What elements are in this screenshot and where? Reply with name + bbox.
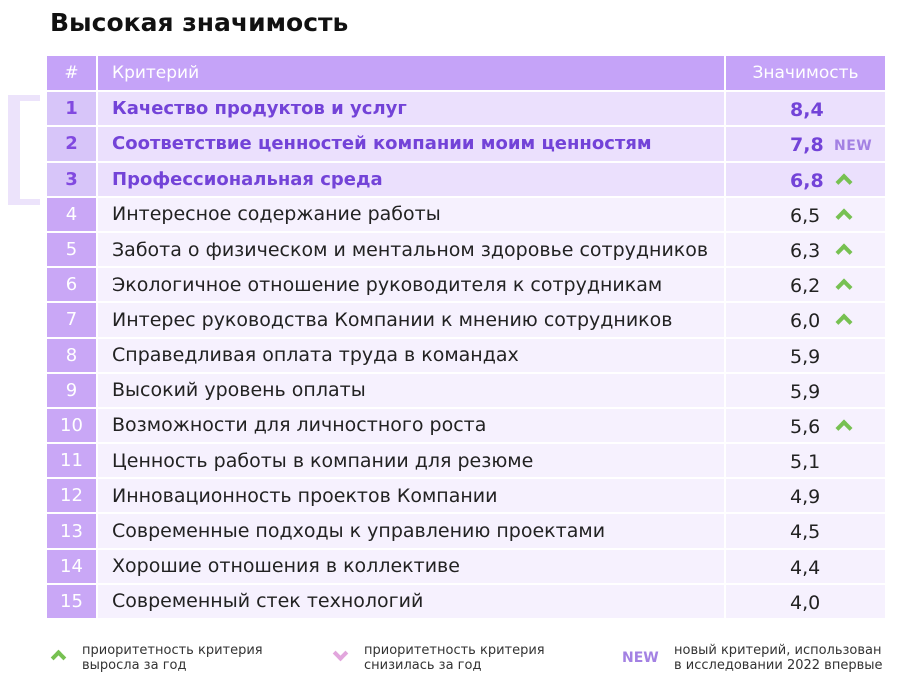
score-value: 4,0 — [790, 591, 821, 614]
row-number: 1 — [47, 91, 97, 126]
row-number: 11 — [47, 443, 97, 478]
table-row — [47, 126, 885, 161]
score-value: 6,0 — [790, 310, 821, 333]
score-value: 6,5 — [790, 204, 821, 227]
row-number: 7 — [47, 302, 97, 337]
score-value: 6,3 — [790, 239, 821, 262]
table-row — [47, 584, 885, 619]
legend-up-text: приоритетность критерия выросла за год — [82, 643, 263, 673]
table-row — [47, 443, 885, 478]
row-number: 4 — [47, 197, 97, 232]
criterion-name: Ценность работы в компании для резюме — [97, 443, 725, 478]
score-value: 4,5 — [790, 521, 821, 544]
score-cell — [725, 478, 885, 513]
criterion-name: Высокий уровень оплаты — [97, 373, 725, 408]
new-badge: NEW — [834, 138, 873, 155]
row-number: 8 — [47, 338, 97, 373]
row-number: 15 — [47, 584, 97, 619]
table-row — [47, 373, 885, 408]
new-tag-icon: NEW — [622, 650, 659, 666]
score-value: 6,8 — [790, 169, 824, 192]
row-number: 9 — [47, 373, 97, 408]
table-row — [47, 338, 885, 373]
arrow-up-icon — [51, 650, 67, 666]
arrow-up-icon — [836, 173, 853, 190]
criterion-name: Возможности для личностного роста — [97, 408, 725, 443]
row-number: 6 — [47, 267, 97, 302]
score-cell — [725, 338, 885, 373]
score-value: 4,9 — [790, 486, 821, 509]
score-cell — [725, 443, 885, 478]
score-value: 5,6 — [790, 415, 821, 438]
table-row — [47, 197, 885, 232]
criterion-name: Инновационность проектов Компании — [97, 478, 725, 513]
score-cell — [725, 549, 885, 584]
arrow-up-icon — [836, 279, 853, 296]
decorative-bracket — [8, 95, 40, 205]
table-row — [47, 267, 885, 302]
criterion-name: Хорошие отношения в коллективе — [97, 549, 725, 584]
arrow-up-icon — [836, 314, 853, 331]
table-row — [47, 91, 885, 126]
criterion-name: Современный стек технологий — [97, 584, 725, 619]
score-value: 5,9 — [790, 345, 821, 368]
row-number: 12 — [47, 478, 97, 513]
row-number: 14 — [47, 549, 97, 584]
score-cell — [725, 373, 885, 408]
score-cell — [725, 232, 885, 267]
score-value: 4,4 — [790, 556, 821, 579]
header-num: # — [47, 56, 97, 91]
table-row — [47, 408, 885, 443]
score-cell — [725, 267, 885, 302]
criterion-name: Интерес руководства Компании к мнению сотрудников — [97, 302, 725, 337]
score-value: 6,2 — [790, 275, 821, 298]
row-number: 5 — [47, 232, 97, 267]
header-score: Значимость — [725, 56, 885, 91]
arrow-up-icon — [836, 243, 853, 260]
row-number: 13 — [47, 513, 97, 548]
table-row — [47, 513, 885, 548]
table-row — [47, 232, 885, 267]
score-cell — [725, 584, 885, 619]
score-cell — [725, 408, 885, 443]
criteria-table — [47, 56, 885, 620]
criterion-name: Экологичное отношение руководителя к сотрудникам — [97, 267, 725, 302]
score-value: 7,8 — [790, 134, 824, 157]
score-cell — [725, 513, 885, 548]
criterion-name: Профессиональная среда — [97, 162, 725, 197]
row-number: 2 — [47, 126, 97, 161]
criterion-name: Справедливая оплата труда в командах — [97, 338, 725, 373]
page-title: Высокая значимость — [50, 8, 349, 37]
table-row — [47, 478, 885, 513]
criterion-name: Качество продуктов и услуг — [97, 91, 725, 126]
arrow-up-icon — [836, 208, 853, 225]
score-cell — [725, 162, 885, 197]
criterion-name: Интересное содержание работы — [97, 197, 725, 232]
score-cell — [725, 91, 885, 126]
table-row — [47, 162, 885, 197]
criterion-name: Соответствие ценностей компании моим ценностям — [97, 126, 725, 161]
criterion-name: Забота о физическом и ментальном здоровье сотрудников — [97, 232, 725, 267]
criterion-name: Современные подходы к управлению проектами — [97, 513, 725, 548]
score-value: 5,1 — [790, 451, 821, 474]
legend-down-text: приоритетность критерия снизилась за год — [364, 643, 545, 673]
score-value: 8,4 — [790, 99, 824, 122]
score-value: 5,9 — [790, 380, 821, 403]
row-number: 10 — [47, 408, 97, 443]
row-number: 3 — [47, 162, 97, 197]
arrow-up-icon — [836, 419, 853, 436]
score-cell — [725, 302, 885, 337]
arrow-down-icon — [333, 646, 349, 662]
table-row — [47, 302, 885, 337]
table-row — [47, 549, 885, 584]
score-cell — [725, 197, 885, 232]
header-criterion: Критерий — [97, 56, 725, 91]
legend-new-text: новый критерий, использован в исследовании 2022 впервые — [674, 643, 883, 673]
score-cell — [725, 126, 885, 161]
table-header-row — [47, 56, 885, 91]
